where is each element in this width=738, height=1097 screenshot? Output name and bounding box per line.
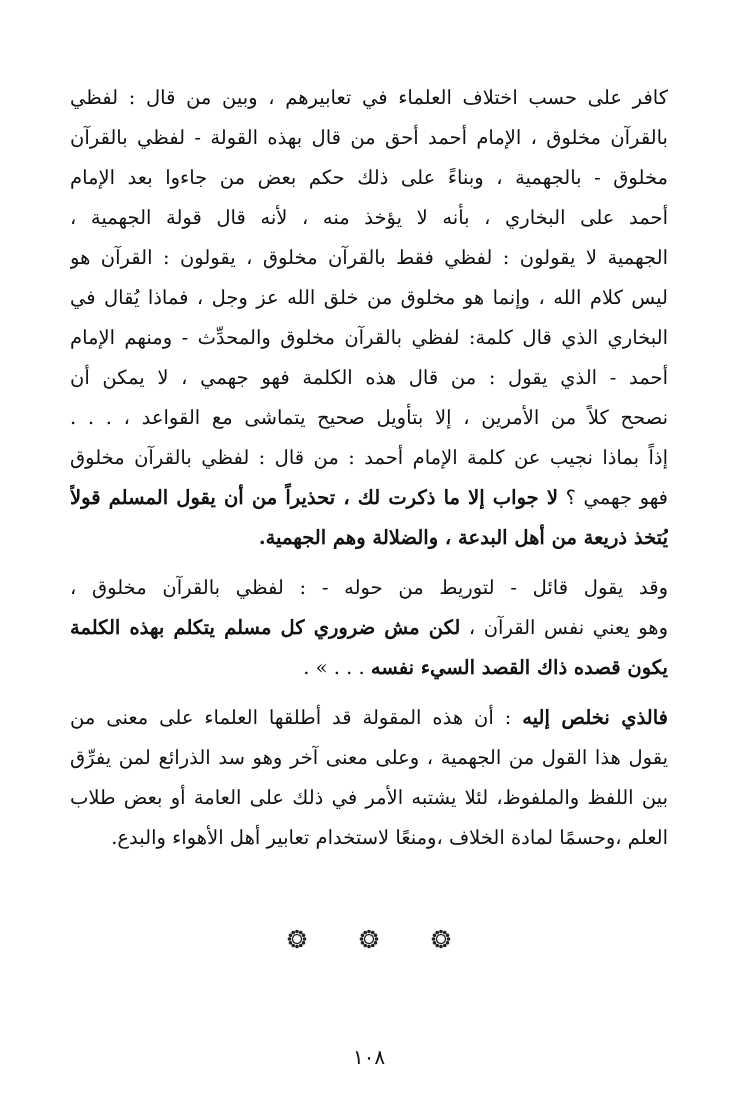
paragraph xyxy=(70,568,668,688)
text-segment: بالقرآن مخلوق ، الإمام أحمد أحق من قال بهذه القولة - لفظي بالقرآن xyxy=(70,126,668,149)
bold-text: يكون قصده ذاك القصد السيء نفسه xyxy=(370,656,668,679)
text-line xyxy=(70,198,668,238)
text-segment: وقد يقول قائل - لتوريط من حوله - : لفظي بالقرآن مخلوق ، xyxy=(70,576,668,599)
text-segment: إذاً بماذا نجيب عن كلمة الإمام أحمد : من قال : لفظي بالقرآن مخلوق xyxy=(70,446,668,469)
text-line xyxy=(70,358,668,398)
text-line xyxy=(70,118,668,158)
text-line xyxy=(70,238,668,278)
text-segment: . . . » . xyxy=(303,656,371,679)
bold-text: لكن مش ضروري كل مسلم يتكلم بهذه الكلمة xyxy=(70,616,461,639)
text-segment: البخاري الذي قال كلمة: لفظي بالقرآن مخلوق والمحدِّث - ومنهم الإمام xyxy=(70,326,668,349)
text-line xyxy=(70,78,668,118)
text-segment: كافر على حسب اختلاف العلماء في تعابيرهم ، وبين من قال : لفظي xyxy=(70,86,668,109)
text-segment: نصحح كلاً من الأمرين ، إلا بتأويل صحيح يتماشى مع القواعد ، . . . xyxy=(70,406,668,429)
text-segment: بين اللفظ والملفوظ، لئلا يشتبه الأمر في ذلك على العامة أو بعض طلاب xyxy=(70,786,668,809)
text-segment: ليس كلام الله ، وإنما هو مخلوق من خلق الله عز وجل ، فماذا يُقال في xyxy=(70,286,668,309)
paragraph xyxy=(70,698,668,858)
ornament-star-icon xyxy=(358,928,380,950)
text-segment: أحمد على البخاري ، بأنه لا يؤخذ منه ، لأنه قال قولة الجهمية ، xyxy=(70,206,668,229)
bold-text: لا جواب إلا ما ذكرت لك ، تحذيراً من أن يقول المسلم قولاً xyxy=(70,486,558,509)
text-line xyxy=(70,518,668,558)
text-segment: وهو يعني نفس القرآن ، xyxy=(460,616,668,639)
text-segment: يقول هذا القول من الجهمية ، وعلى معنى آخر وهو سد الذرائع لمن يفرِّق xyxy=(70,746,668,769)
text-line xyxy=(70,158,668,198)
text-line xyxy=(70,398,668,438)
text-line xyxy=(70,778,668,818)
text-line xyxy=(70,478,668,518)
text-line xyxy=(70,318,668,358)
text-segment: فهو جهمي ؟ xyxy=(558,486,668,509)
text-segment: مخلوق - بالجهمية ، وبناءً على ذلك حكم بعض من جاءوا بعد الإمام xyxy=(70,166,668,189)
bold-text: فالذي نخلص إليه xyxy=(522,706,668,729)
text-segment: أحمد - الذي يقول : من قال هذه الكلمة فهو جهمي ، لا يمكن أن xyxy=(70,366,668,389)
ornament-star-icon xyxy=(430,928,452,950)
text-segment: العلم ،وحسمًا لمادة الخلاف ،ومنعًا لاستخدام تعابير أهل الأهواء والبدع. xyxy=(111,826,668,849)
bold-text: يُتخذ ذريعة من أهل البدعة ، والضلالة وهم الجهمية. xyxy=(258,526,668,549)
text-line xyxy=(70,608,668,648)
paragraph xyxy=(70,78,668,558)
text-line xyxy=(70,738,668,778)
section-separator xyxy=(0,928,738,950)
body-text xyxy=(70,78,668,858)
text-segment: الجهمية لا يقولون : لفظي فقط بالقرآن مخلوق ، يقولون : القرآن هو xyxy=(70,246,668,269)
ornament-star-icon xyxy=(286,928,308,950)
text-line xyxy=(70,698,668,738)
page-number: ١٠٨ xyxy=(352,1045,386,1069)
text-line xyxy=(70,568,668,608)
text-line xyxy=(70,278,668,318)
text-segment: : أن هذه المقولة قد أطلقها العلماء على معنى من xyxy=(70,706,523,729)
text-line xyxy=(70,648,668,688)
text-line xyxy=(70,438,668,478)
text-line xyxy=(70,818,668,858)
